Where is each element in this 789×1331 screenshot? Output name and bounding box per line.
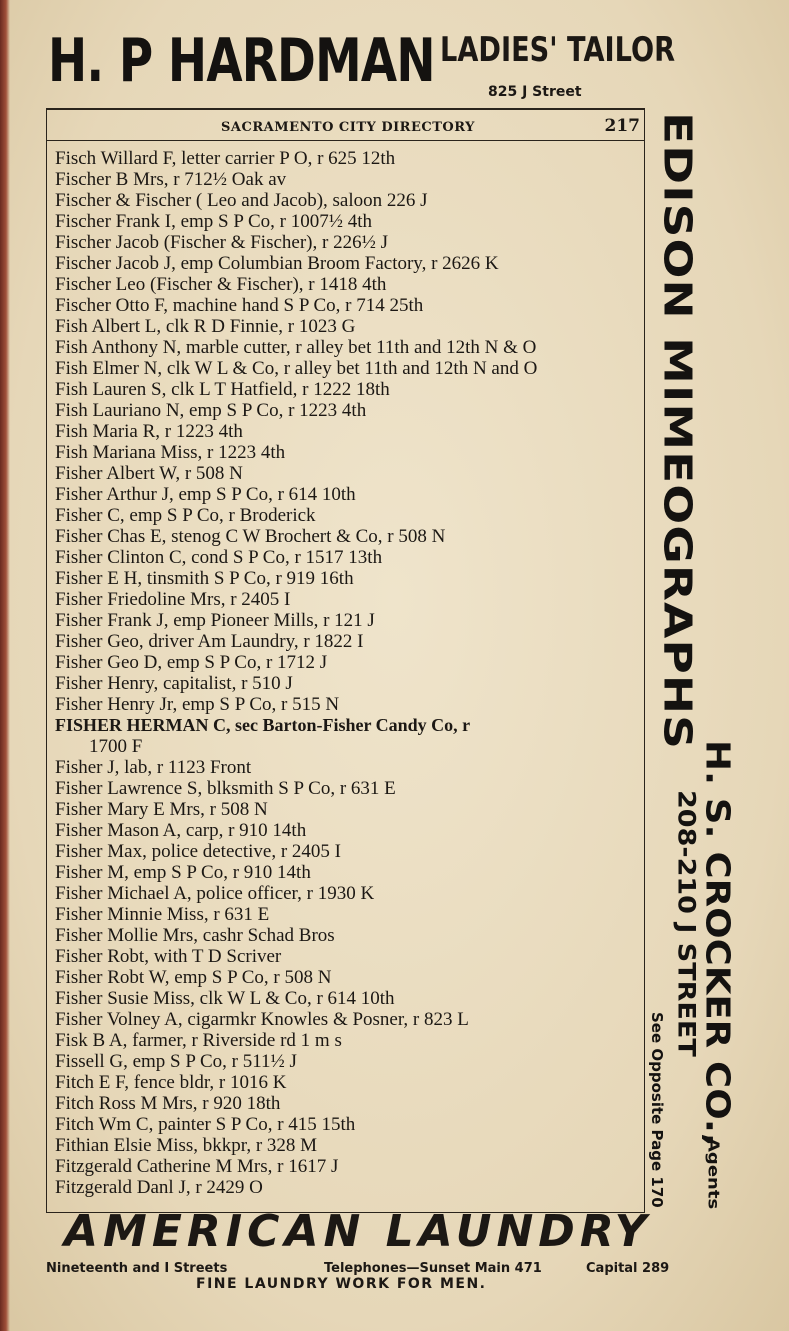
- directory-entry: Fisher Mollie Mrs, cashr Schad Bros: [55, 925, 335, 946]
- directory-entry: Fitch E F, fence bldr, r 1016 K: [55, 1072, 287, 1093]
- laundry-location: Nineteenth and I Streets: [46, 1261, 228, 1276]
- directory-entry: Fisher Mary E Mrs, r 508 N: [55, 799, 268, 820]
- directory-entry: Fischer & Fischer ( Leo and Jacob), saloon 226 J: [55, 190, 428, 211]
- directory-entry: Fischer B Mrs, r 712½ Oak av: [55, 169, 287, 190]
- directory-entry: Fisher Susie Miss, clk W L & Co, r 614 10th: [55, 988, 395, 1009]
- directory-entry: Fischer Leo (Fischer & Fischer), r 1418 4th: [55, 274, 387, 295]
- entries-group-1: [55, 148, 645, 715]
- directory-entry: Fitzgerald Danl J, r 2429 O: [55, 1177, 263, 1198]
- directory-title: SACRAMENTO CITY DIRECTORY: [221, 120, 475, 135]
- directory-entry: Fisher E H, tinsmith S P Co, r 919 16th: [55, 568, 354, 589]
- directory-entry: Fisher Mason A, carp, r 910 14th: [55, 820, 307, 841]
- directory-entry: Fithian Elsie Miss, bkkpr, r 328 M: [55, 1135, 318, 1156]
- directory-entry: Fisher Henry, capitalist, r 510 J: [55, 673, 293, 694]
- directory-entry: Fisher Henry Jr, emp S P Co, r 515 N: [55, 694, 340, 715]
- hardman-name: H. P HARDMAN: [48, 26, 435, 96]
- directory-entry: Fisher Minnie Miss, r 631 E: [55, 904, 270, 925]
- directory-entry: Fischer Frank I, emp S P Co, r 1007½ 4th: [55, 211, 373, 232]
- directory-entry: Fissell G, emp S P Co, r 511½ J: [55, 1051, 297, 1072]
- directory-entry: Fish Lauren S, clk L T Hatfield, r 1222 18th: [55, 379, 390, 400]
- entries-group-2: [55, 757, 645, 1198]
- directory-entry: Fischer Otto F, machine hand S P Co, r 714 25th: [55, 295, 424, 316]
- directory-listing: [46, 108, 645, 1213]
- directory-entry: Fish Mariana Miss, r 1223 4th: [55, 442, 286, 463]
- crocker-company-ad: H. S. CROCKER CO.,: [698, 740, 737, 1147]
- directory-entry: Fitch Ross M Mrs, r 920 18th: [55, 1093, 281, 1114]
- page-number: 217: [604, 116, 640, 136]
- directory-entry: Fisher C, emp S P Co, r Broderick: [55, 505, 316, 526]
- bold-entry: FISHER HERMAN C, sec Barton-Fisher Candy Co, r: [55, 715, 471, 735]
- directory-entry: Fish Maria R, r 1223 4th: [55, 421, 243, 442]
- directory-entry: Fischer Jacob J, emp Columbian Broom Factory, r 2626 K: [55, 253, 499, 274]
- hardman-advertisement: [48, 22, 698, 106]
- directory-entry: Fisher Michael A, police officer, r 1930 K: [55, 883, 375, 904]
- laundry-capital: Capital 289: [586, 1261, 670, 1276]
- book-spine-edge: [0, 0, 10, 1331]
- laundry-telephones: Telephones—Sunset Main 471: [324, 1261, 542, 1276]
- edison-mimeographs-ad: EDISON MIMEOGRAPHS: [654, 112, 700, 750]
- directory-entry: Fisher Robt, with T D Scriver: [55, 946, 282, 967]
- directory-entry: Fisher Albert W, r 508 N: [55, 463, 243, 484]
- directory-entry: Fisk B A, farmer, r Riverside rd 1 m s: [55, 1030, 342, 1051]
- see-opposite-note: See Opposite Page 170: [648, 1012, 666, 1208]
- directory-entry: Fitzgerald Catherine M Mrs, r 1617 J: [55, 1156, 339, 1177]
- ladies-tailor-label: LADIES' TAILOR: [440, 30, 676, 70]
- crocker-address: 208-210 J STREET: [672, 790, 700, 1057]
- directory-entry: Fisher Chas E, stenog C W Brochert & Co, r 508 N: [55, 526, 446, 547]
- american-laundry-ad: AMERICAN LAUNDRY: [64, 1206, 652, 1257]
- directory-entry: Fisher Geo, driver Am Laundry, r 1822 I: [55, 631, 364, 652]
- directory-entry: Fisher Geo D, emp S P Co, r 1712 J: [55, 652, 328, 673]
- directory-entry: Fisher Max, police detective, r 2405 I: [55, 841, 341, 862]
- agents-label: Agents: [704, 1138, 722, 1210]
- hardman-address: 825 J Street: [488, 84, 582, 100]
- directory-entry: Fisher Volney A, cigarmkr Knowles & Posner, r 823 L: [55, 1009, 469, 1030]
- directory-entry: Fitch Wm C, painter S P Co, r 415 15th: [55, 1114, 356, 1135]
- bold-entry-continuation: 1700 F: [89, 736, 143, 757]
- directory-entry: Fischer Jacob (Fischer & Fischer), r 226½ J: [55, 232, 388, 253]
- directory-entry: Fish Lauriano N, emp S P Co, r 1223 4th: [55, 400, 367, 421]
- entries-list: [55, 148, 645, 1198]
- directory-entry: Fisher J, lab, r 1123 Front: [55, 757, 252, 778]
- running-header: [47, 110, 644, 141]
- directory-entry: Fisher M, emp S P Co, r 910 14th: [55, 862, 311, 883]
- laundry-tagline: FINE LAUNDRY WORK FOR MEN.: [196, 1276, 487, 1292]
- directory-entry: Fish Elmer N, clk W L & Co, r alley bet 11th and 12th N and O: [55, 358, 538, 379]
- directory-entry: Fisher Frank J, emp Pioneer Mills, r 121 J: [55, 610, 375, 631]
- directory-entry: Fish Albert L, clk R D Finnie, r 1023 G: [55, 316, 356, 337]
- directory-entry: Fisher Arthur J, emp S P Co, r 614 10th: [55, 484, 356, 505]
- directory-entry: Fisch Willard F, letter carrier P O, r 625 12th: [55, 148, 396, 169]
- directory-entry: Fisher Lawrence S, blksmith S P Co, r 631 E: [55, 778, 396, 799]
- directory-entry: Fisher Friedoline Mrs, r 2405 I: [55, 589, 291, 610]
- directory-entry: Fisher Clinton C, cond S P Co, r 1517 13th: [55, 547, 383, 568]
- directory-entry: Fisher Robt W, emp S P Co, r 508 N: [55, 967, 332, 988]
- directory-entry: Fish Anthony N, marble cutter, r alley bet 11th and 12th N & O: [55, 337, 537, 358]
